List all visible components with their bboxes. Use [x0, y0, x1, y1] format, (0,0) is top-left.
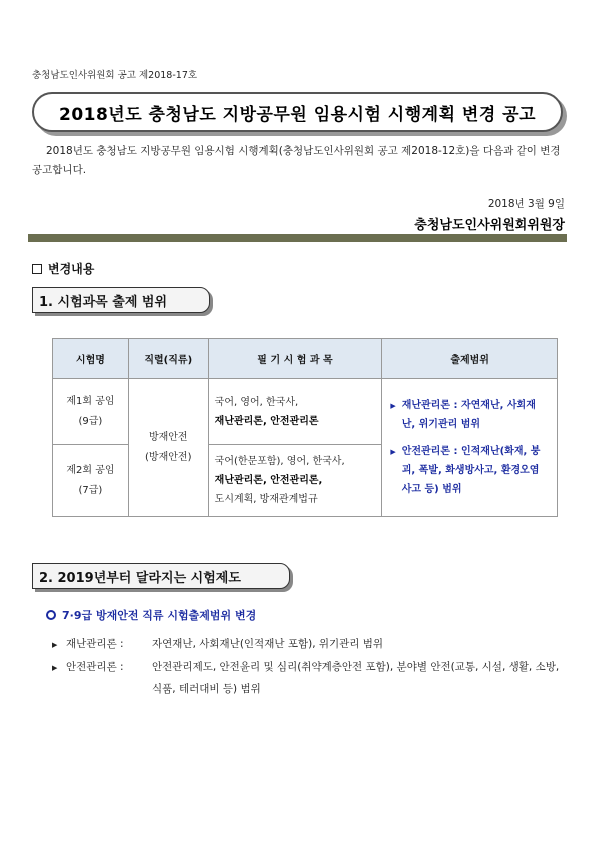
range-text: 안전관리론 : 인적재난(화재, 붕괴, 폭발, 화생방사고, 환경오염사고 등) 범위: [401, 446, 541, 495]
triangle-bullet-icon: ▶: [390, 402, 396, 410]
exam-cell: [53, 445, 129, 517]
section-heading-label: 변경내용: [48, 262, 95, 276]
list-item-label: 안전관리론 :: [66, 661, 124, 673]
subjects-line-bold: 재난관리론, 안전관리론: [214, 415, 319, 427]
triangle-bullet-icon: ▶: [390, 448, 396, 456]
circle-bullet-icon: [46, 610, 56, 620]
checkbox-icon: [32, 264, 42, 274]
header-subjects: 필 기 시 험 과 목: [208, 339, 382, 379]
range-item: [390, 396, 549, 434]
exam-grade: (7급): [78, 484, 103, 496]
list-item: [52, 633, 572, 656]
subjects-line: 국어, 영어, 한국사,: [214, 396, 299, 408]
job-sub: (방재안전): [145, 451, 192, 463]
subjects-cell: [208, 445, 382, 517]
exam-table: [52, 338, 558, 517]
job-name: 방재안전: [148, 431, 188, 443]
subjects-line-bold: 재난관리론, 안전관리론,: [214, 475, 323, 486]
divider-bar: [28, 234, 567, 242]
table-header-row: [53, 339, 558, 379]
triangle-bullet-icon: ▶: [52, 664, 58, 672]
exam-name: 제1회 공임: [66, 395, 115, 407]
range-cell: [382, 379, 558, 517]
intro-paragraph: 2018년도 충청남도 지방공무원 임용시험 시행계획(충청남도인사위원회 공고 제2018-12호)을 다음과 같이 변경 공고합니다.: [32, 145, 561, 176]
subsection-title-2: 2. 2019년부터 달라지는 시험제도: [32, 563, 290, 589]
list-item: [52, 656, 572, 700]
list-item-desc: 자연재난, 사회재난(인적재난 포함), 위기관리 범위: [152, 638, 384, 650]
subjects-line: 도시계획, 방재관계법규: [214, 494, 318, 505]
job-cell: [128, 379, 208, 517]
header-range: 출제범위: [382, 339, 558, 379]
list-item-label: 재난관리론 :: [66, 638, 124, 650]
range-text: 재난관리론 : 자연재난, 사회재난, 위기관리 범위: [401, 400, 536, 430]
subjects-line: 국어(한문포함), 영어, 한국사,: [214, 456, 345, 467]
title-box: [32, 92, 563, 132]
table-row: [53, 379, 558, 445]
header-exam: 시험명: [53, 339, 129, 379]
exam-cell: [53, 379, 129, 445]
exam-grade: (9급): [78, 415, 103, 427]
range-item: [390, 442, 549, 499]
triangle-bullet-icon: ▶: [52, 641, 58, 649]
circle-heading: [46, 607, 256, 623]
issuer: 충청남도인사위원회위원장: [414, 218, 565, 233]
section-heading: [32, 260, 94, 277]
circle-heading-text: 7·9급 방재안전 직류 시험출제범위 변경: [62, 609, 257, 622]
notice-date: 2018년 3월 9일: [487, 198, 565, 210]
notice-number: 충청남도인사위원회 공고 제2018-17호: [32, 70, 198, 81]
page-title: 2018년도 충청남도 지방공무원 임용시험 시행계획 변경 공고: [58, 104, 537, 125]
header-job: 직렬(직류): [128, 339, 208, 379]
exam-name: 제2회 공임: [66, 464, 115, 476]
change-list: [52, 633, 572, 700]
list-item-desc: 안전관리제도, 안전윤리 및 심리(취약계층안전 포함), 분야별 안전(교통, 시설, 생활, 소방, 식품, 테러대비 등) 범위: [152, 661, 560, 695]
subjects-cell: [208, 379, 382, 445]
subsection-title-1: 1. 시험과목 출제 범위: [32, 287, 210, 313]
